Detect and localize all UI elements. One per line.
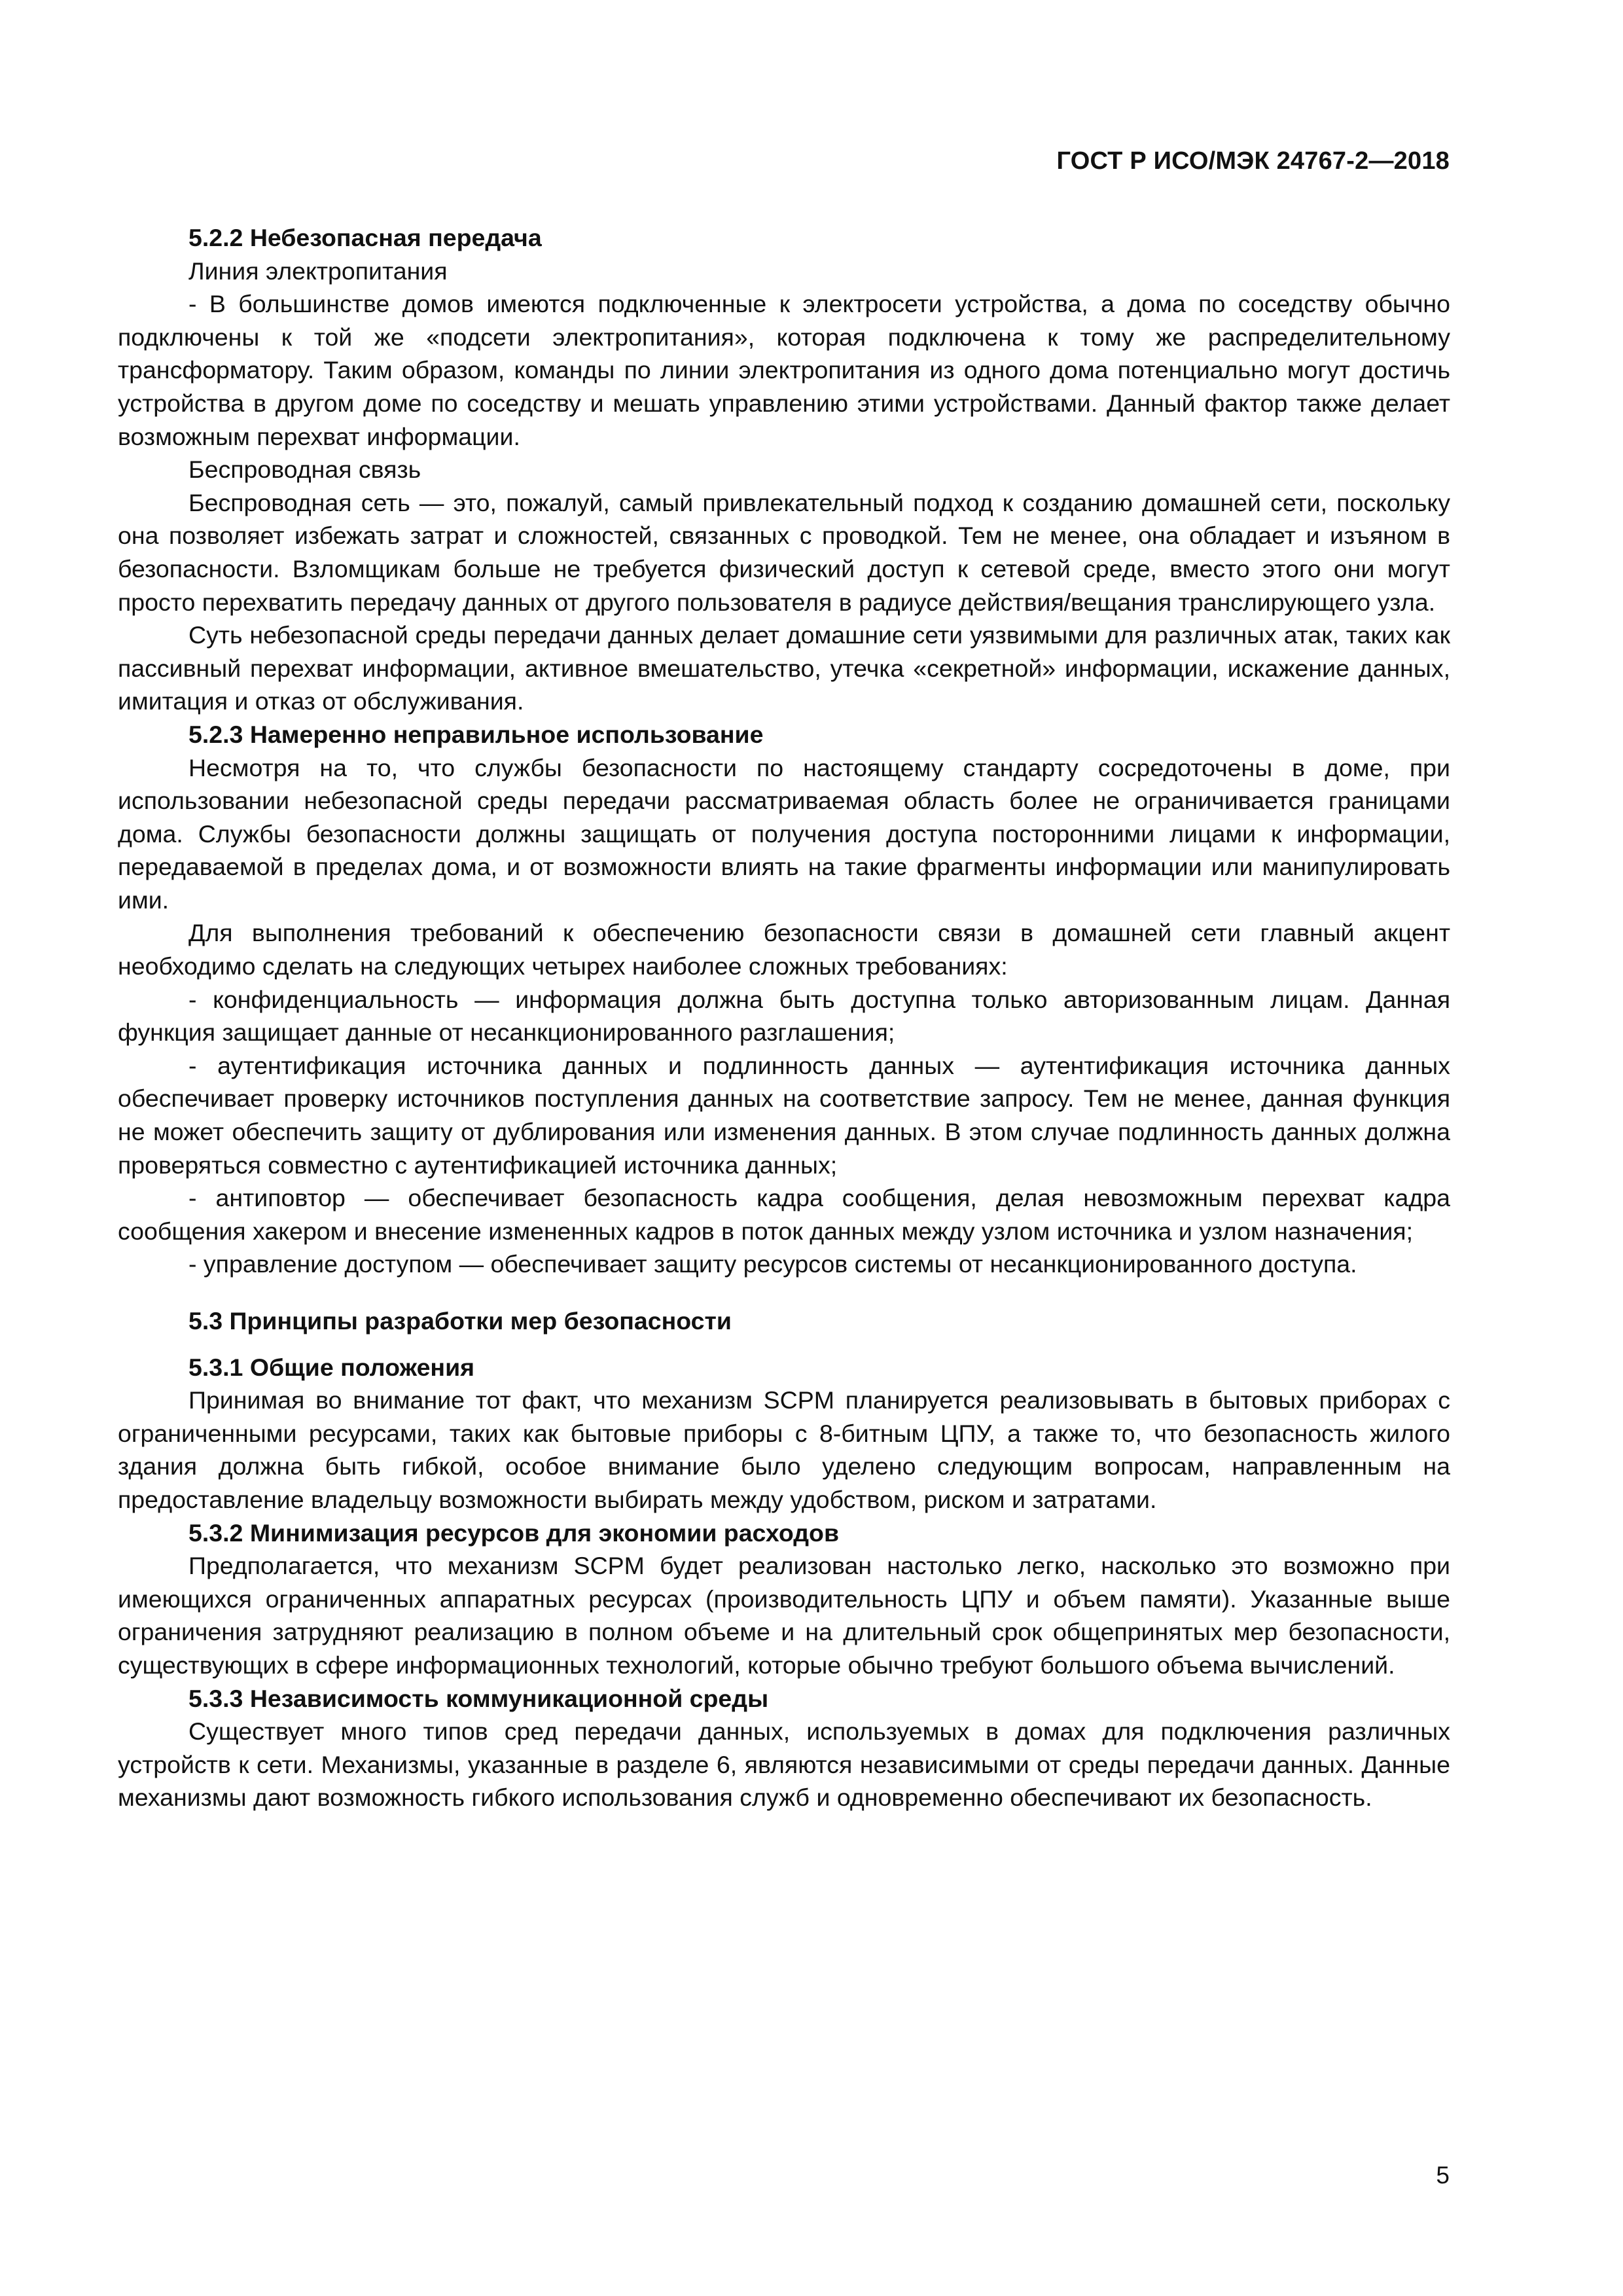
paragraph: Предполагается, что механизм SCPM будет реализован настолько легко, насколько это возможно при имеющихся ограниченных аппаратных ресурсах (производительность ЦПУ и объем памяти). Указанные выше ограничения затрудняют реализацию в полном объеме и на длительный срок общепринятых мер безопасности, существующих в сфере информационных технологий, которые обычно требуют большого объема вычислений. xyxy=(118,1552,1450,1679)
paragraph: Несмотря на то, что службы безопасности по настоящему стандарту сосредоточены в доме, при использовании небезопасной среды передачи рассматриваемая область более не ограничивается границами дома. Службы безопасности должны защищать от получения доступа посторонними лицами к информации, передаваемой в пределах дома, и от возможности влиять на такие фрагменты информации или манипулировать ими. xyxy=(118,753,1450,914)
standard-designation: ГОСТ Р ИСО/МЭК 24767-2—2018 xyxy=(1056,147,1450,175)
document-body xyxy=(118,221,1450,1814)
paragraph: Для выполнения требований к обеспечению безопасности связи в домашней сети главный акцент необходимо сделать на следующих четырех наиболее сложных требованиях: xyxy=(118,919,1450,980)
list-item: - конфиденциальность — информация должна быть доступна только авторизованным лицам. Данная функция защищает данные от несанкционированного разглашения; xyxy=(118,985,1450,1047)
section-heading-5-2-2: 5.2.2 Небезопасная передача xyxy=(188,224,542,251)
subheading-wireless: Беспроводная связь xyxy=(188,456,421,484)
list-item: - управление доступом — обеспечивает защиту ресурсов системы от несанкционированного доступа. xyxy=(188,1250,1357,1278)
section-heading-5-3-2: 5.3.2 Минимизация ресурсов для экономии расходов xyxy=(188,1518,840,1547)
paragraph: Существует много типов сред передачи данных, используемых в домах для подключения различных устройств к сети. Механизмы, указанные в разделе 6, являются независимыми от среды передачи данных. Данные механизмы дают возможность гибкого использования служб и одновременно обеспечивают их безопасность. xyxy=(118,1717,1450,1812)
section-heading-5-3-3: 5.3.3 Независимость коммуникационной среды xyxy=(188,1684,769,1712)
section-heading-5-3-1: 5.3.1 Общие положения xyxy=(188,1353,475,1381)
section-heading-5-3: 5.3 Принципы разработки мер безопасности xyxy=(188,1307,732,1335)
paragraph: Беспроводная сеть — это, пожалуй, самый привлекательный подход к созданию домашней сети, поскольку она позволяет избежать затрат и сложностей, связанных с проводкой. Тем не менее, она обладает и изъяном в безопасности. Взломщикам больше не требуется физический доступ к сетевой среде, вместо этого они могут просто перехватить передачу данных от другого пользователя в радиусе действия/вещания транслирующего узла. xyxy=(118,488,1450,616)
section-heading-5-2-3: 5.2.3 Намеренно неправильное использование xyxy=(188,720,764,748)
list-item: - аутентификация источника данных и подлинность данных — аутентификация источника данных обеспечивает проверку источников поступления данных на соответствие запросу. Тем не менее, данная функция не может обеспечить защиту от дублирования или изменения данных. В этом случае подлинность данных должна проверяться совместно с аутентификацией источника данных; xyxy=(118,1051,1450,1179)
subheading-power-line: Линия электропитания xyxy=(188,257,448,285)
paragraph: Суть небезопасной среды передачи данных делает домашние сети уязвимыми для различных атак, таких как пассивный перехват информации, активное вмешательство, утечка «секретной» информации, искажение данных, имитация и отказ от обслуживания. xyxy=(118,621,1450,715)
page-number: 5 xyxy=(1436,2162,1450,2189)
paragraph: Принимая во внимание тот факт, что механизм SCPM планируется реализовывать в бытовых приборах с ограниченными ресурсами, таких как бытовые приборы с 8-битным ЦПУ, а также то, что безопасность жилого здания должна быть гибкой, особое внимание было уделено следующим вопросам, направленным на предоставление владельцу возможности выбирать между удобством, риском и затратами. xyxy=(118,1386,1450,1513)
paragraph: - В большинстве домов имеются подключенные к электросети устройства, а дома по соседству обычно подключены к той же «подсети электропитания», которая подключена к тому же распределительному трансформатору. Таким образом, команды по линии электропитания из одного дома потенциально могут достичь устройства в другом доме по соседству и мешать управлению этими устройствами. Данный фактор также делает возможным перехват информации. xyxy=(118,290,1450,450)
list-item: - антиповтор — обеспечивает безопасность кадра сообщения, делая невозможным перехват кадра сообщения хакером и внесение измененных кадров в поток данных между узлом источника и узлом назначения; xyxy=(118,1184,1450,1245)
